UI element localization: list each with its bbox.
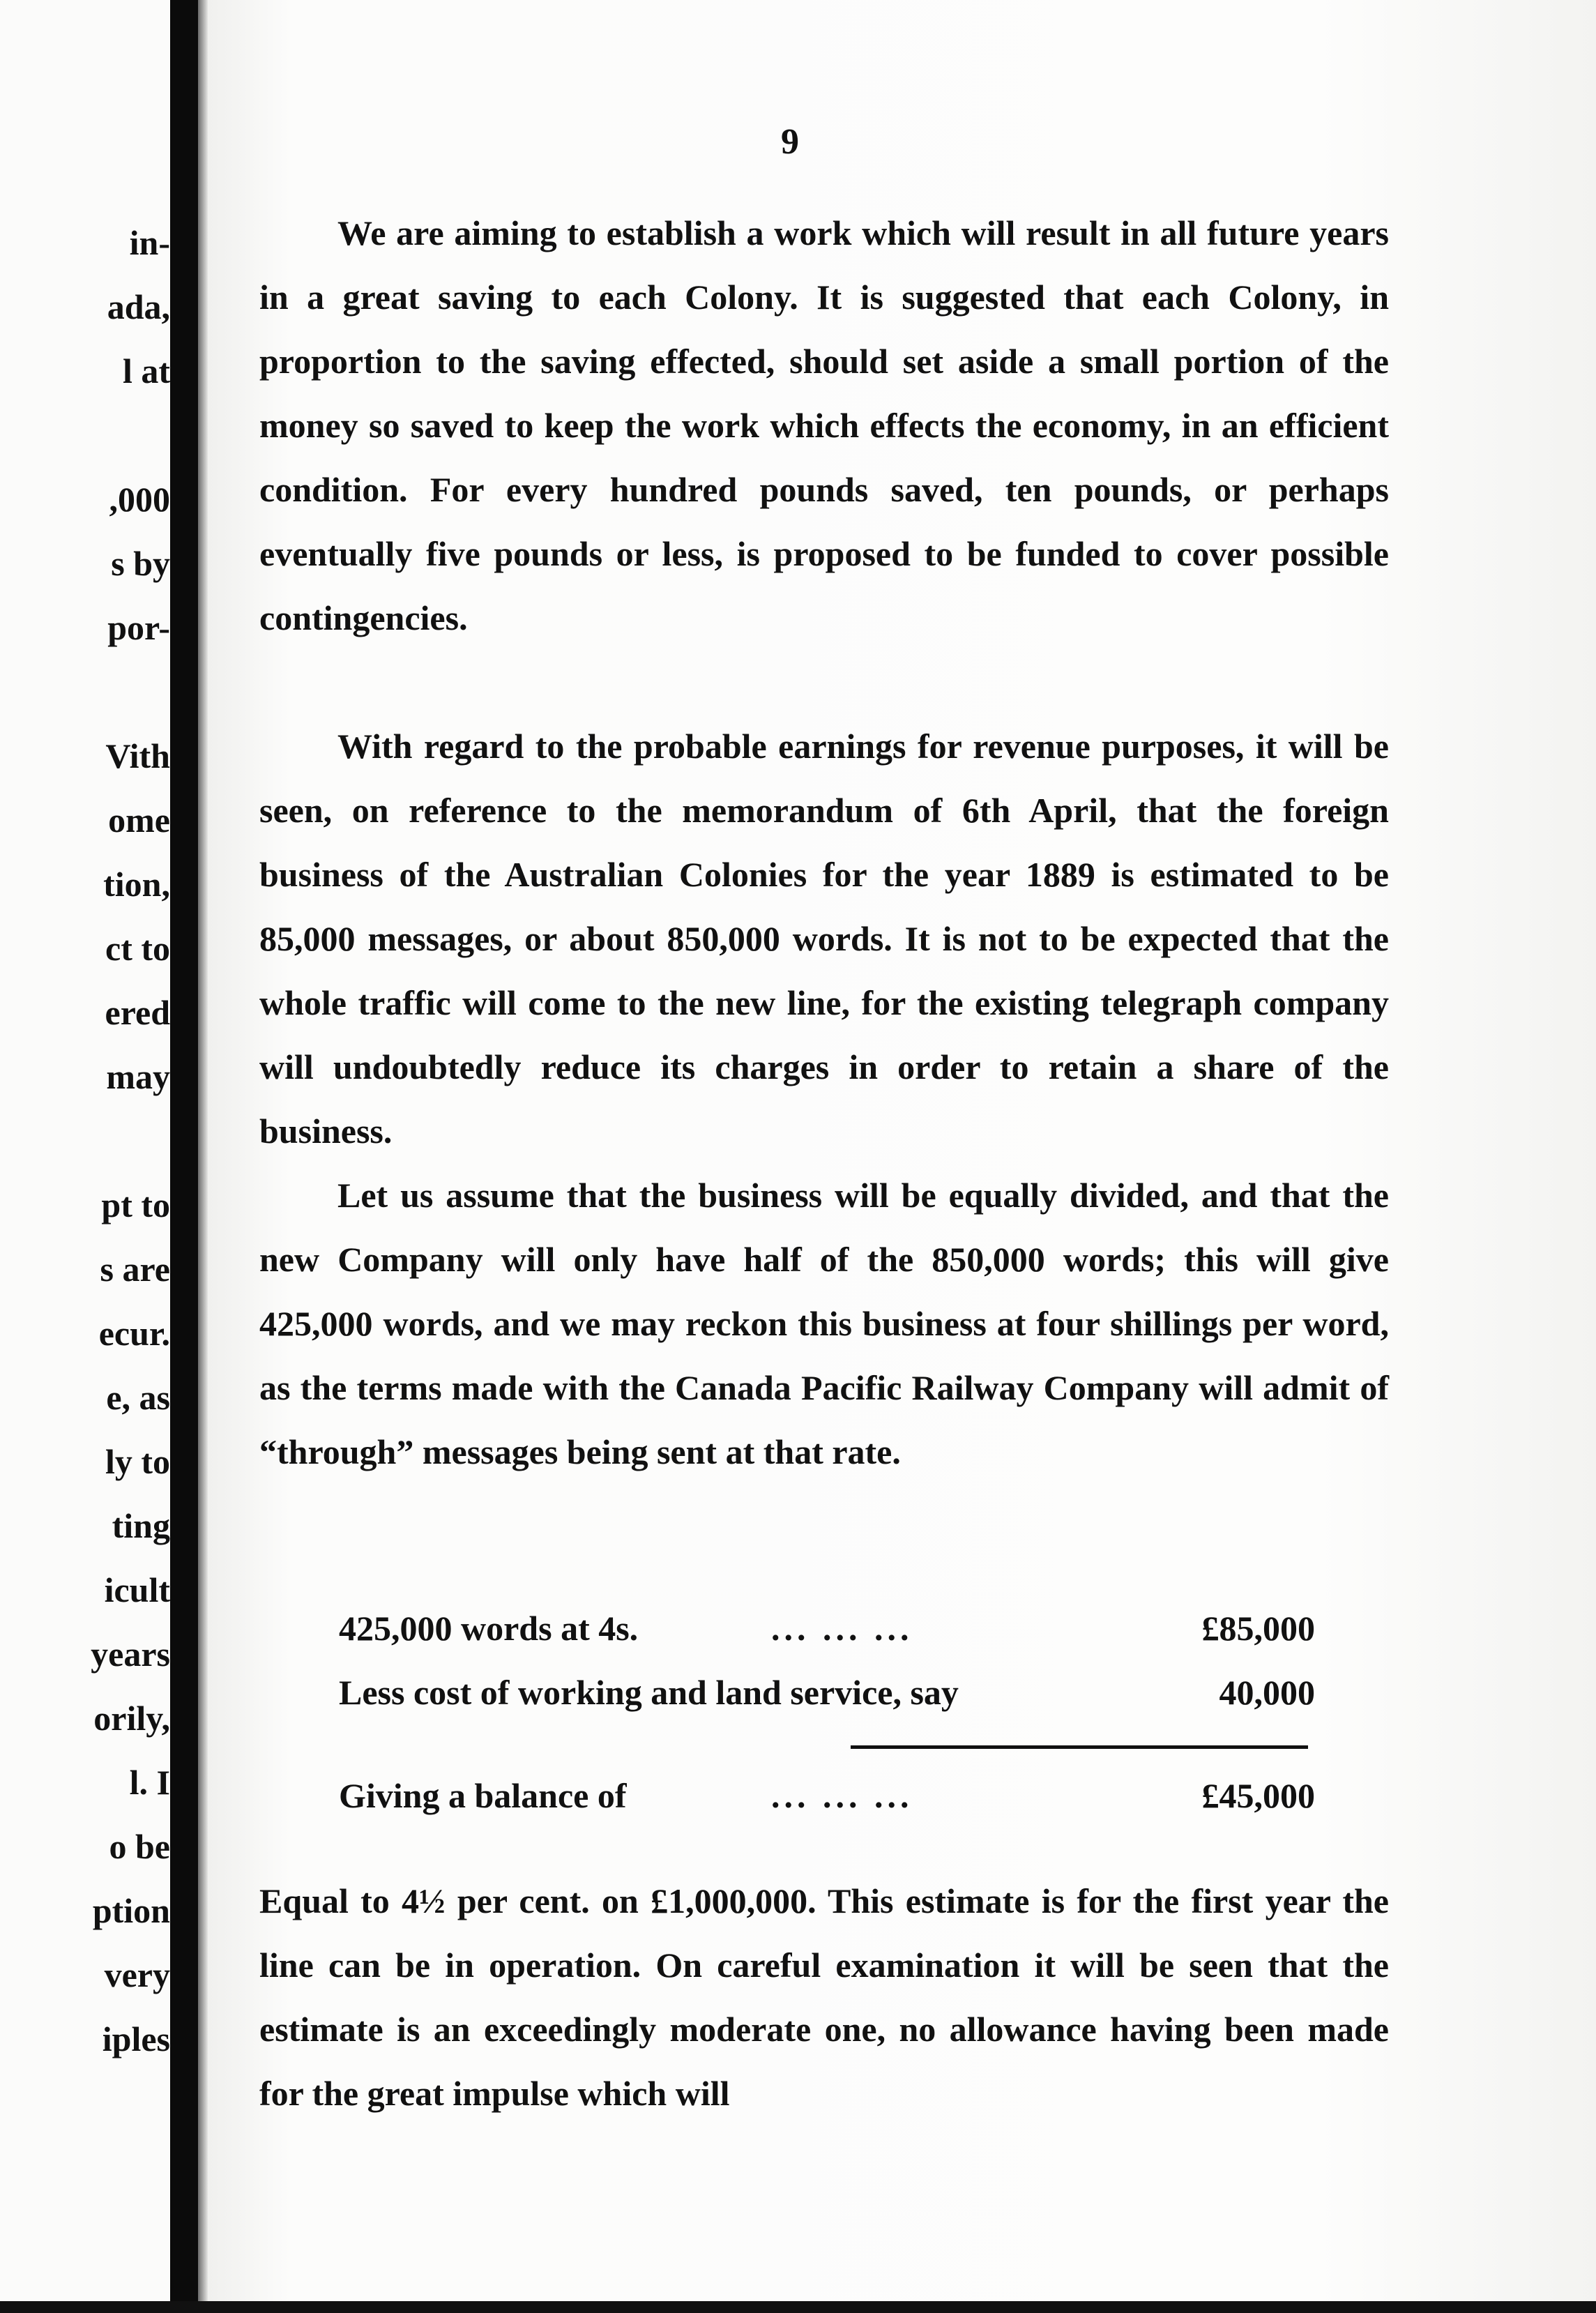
- margin-fragment: pt to: [101, 1185, 170, 1224]
- margin-fragment: l at: [122, 351, 170, 390]
- ledger-row-words: [339, 1604, 1315, 1653]
- margin-fragment: l. I: [129, 1763, 170, 1802]
- margin-fragment: iples: [102, 2019, 170, 2058]
- margin-fragment: ,000: [109, 480, 170, 519]
- scan-bottom-edge: [0, 2301, 1596, 2313]
- margin-fragment: orily,: [93, 1699, 170, 1738]
- ledger-leaders: ... ... ...: [771, 1609, 913, 1648]
- paragraph-business-division: Let us assume that the business will be equally divided, and that the new Company will only have half of the 850,000 words; this will give 425,000 words, and we may reckon this business at four shillings per word, as the terms made with the Canada Pacific Railway Company will admit of “through” messages being sent at that rate.: [259, 1176, 1389, 1471]
- paragraph-probable-earnings: With regard to the probable earnings for revenue purposes, it will be seen, on reference to the memorandum of 6th April, that the foreign business of the Australian Colonies for the year 1889 is estimated to be 85,000 messages, or about 850,000 words. It is not to be expected that the whole traffic will come to the new line, for the existing telegraph company will undoubtedly reduce its charges in order to retain a share of the business.: [259, 727, 1389, 1151]
- margin-fragment: ly to: [105, 1442, 170, 1481]
- ledger-leaders: ... ... ...: [771, 1776, 913, 1815]
- ledger-amount: £85,000: [1201, 1609, 1315, 1648]
- page-number: 9: [781, 122, 799, 162]
- margin-fragment: in-: [129, 223, 170, 262]
- ledger-description: 425,000 words at 4s.: [339, 1609, 639, 1648]
- margin-fragment: e, as: [106, 1378, 170, 1417]
- margin-fragment: years: [91, 1635, 170, 1674]
- margin-fragment: icult: [104, 1570, 170, 1609]
- margin-fragment: ting: [112, 1506, 170, 1545]
- paragraph-colony-saving: We are aiming to establish a work which will result in all future years in a great saving to each Colony. It is suggested that each Colony, in proportion to the saving effected, should set aside a small portion of the money so saved to keep the work which effects the economy, in an efficient condition. For every hundred pounds saved, ten pounds, or perhaps eventually five pounds or less, is proposed to be funded to cover possible contingencies.: [259, 213, 1389, 637]
- margin-fragment: ada,: [107, 287, 170, 326]
- paragraph-estimate: Equal to 4½ per cent. on £1,000,000. This estimate is for the first year the line can be in operation. On careful examination it will be seen that the estimate is an exceedingly moderate one, no allowance having been made for the great impulse which will: [259, 1881, 1389, 2113]
- ledger-row-balance: [339, 1771, 1315, 1820]
- margin-fragment: Vith: [105, 736, 170, 775]
- margin-fragment: tion,: [103, 865, 170, 904]
- margin-fragment: ct to: [105, 929, 170, 968]
- ledger-amount: £45,000: [1201, 1776, 1315, 1815]
- margin-fragment: ption: [92, 1891, 170, 1930]
- margin-fragment: very: [104, 1955, 170, 1994]
- ledger-balance: [339, 1771, 1315, 1827]
- revenue-ledger: [339, 1604, 1315, 1743]
- margin-fragment: s by: [111, 544, 170, 583]
- gutter-shadow: [198, 0, 208, 2313]
- margin-fragment: ered: [105, 993, 170, 1032]
- margin-fragment: ecur.: [98, 1314, 170, 1353]
- ledger-description: Less cost of working and land service, say: [339, 1673, 959, 1712]
- margin-fragment: o be: [109, 1827, 170, 1866]
- ledger-description: Giving a balance of: [339, 1776, 627, 1815]
- margin-fragment: por-: [107, 608, 170, 647]
- adjacent-page-strip: [0, 0, 170, 2313]
- margin-fragment: may: [106, 1057, 170, 1096]
- ledger-row-cost: [339, 1668, 1315, 1717]
- margin-fragment: ome: [108, 801, 170, 840]
- margin-fragment: s are: [100, 1250, 170, 1289]
- ledger-amount: 40,000: [1219, 1673, 1315, 1712]
- total-rule: [851, 1745, 1308, 1749]
- binding-spine: [170, 0, 198, 2313]
